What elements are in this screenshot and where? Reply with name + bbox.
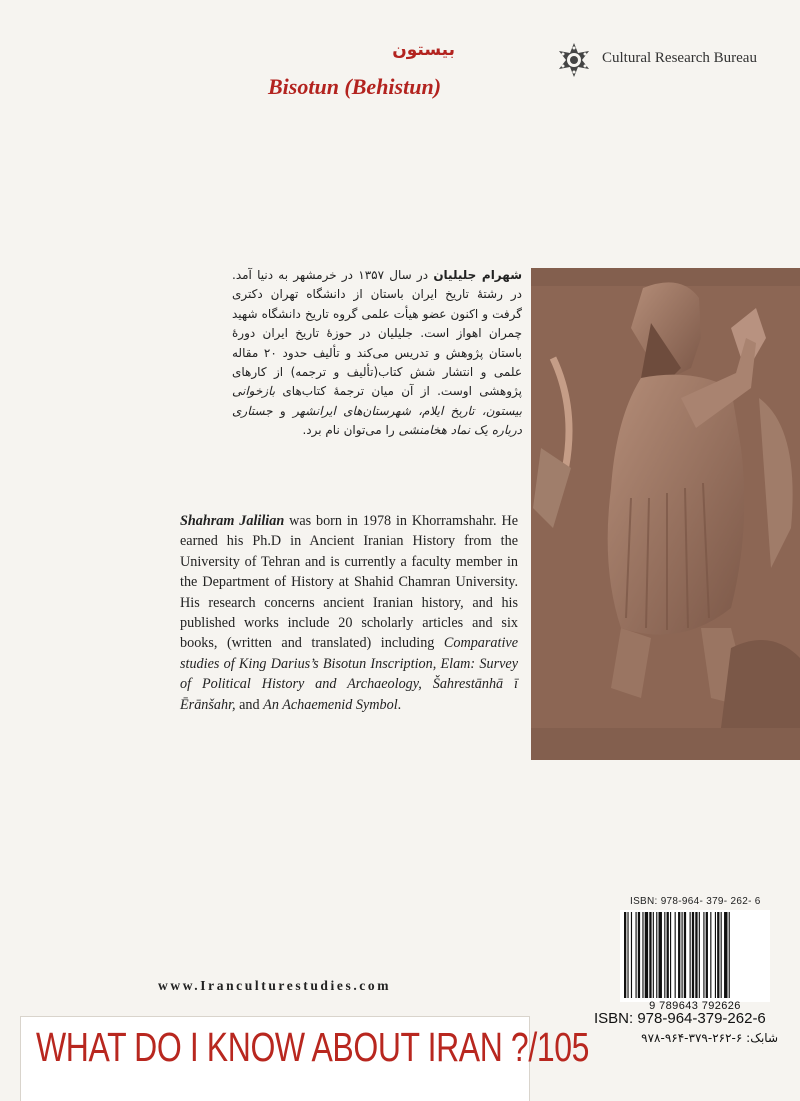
isbn-small-label: ISBN: 978-964- 379- 262- 6 [630, 896, 761, 907]
bio-english-joiner: and [235, 696, 264, 713]
series-title: WHAT DO I KNOW ABOUT IRAN ?/105 [36, 1024, 590, 1070]
author-bio-english [180, 511, 518, 715]
bio-persian-text: در سال ۱۳۵۷ در خرمشهر به دنیا آمد. در رشتهٔ تاریخ ایران باستان از دانشگاه تهران دکتری گرفت و اکنون عضو هیأت علمی گروه تاریخ دانشگاه شهید چمران اهواز است. جلیلیان در حوزهٔ تاریخ ایران دورهٔ باستان پژوهش و تدریس می‌کند و تألیف حدود ۲۰ مقاله علمی و انتشار شش کتاب(تألیف و ترجمه) از کارهای پژوهشی اوست. از آن میان ترجمهٔ کتاب‌های [232, 268, 522, 399]
isbn-label: ISBN: 978-964-379-262-6 [594, 1010, 766, 1027]
publisher-name: Cultural Research Bureau [602, 50, 757, 66]
author-name-english: Shahram Jalilian [180, 513, 285, 529]
bio-english-text: was born in 1978 in Khorramshahr. He earned his Ph.D in Ancient Iranian History from the University of Tehran and is currently a faculty member in the Department of History at Shahid Chamran University. His research concerns ancient Iranian history, and his published works include 20 scholarly articles and six books, (written and translated) including [180, 513, 518, 652]
darius-relief-photo [531, 268, 800, 760]
author-name-persian: شهرام جلیلیان [433, 268, 522, 282]
bio-persian-works-1: بازخوانی بیستون، تاریخ ایلام، شهرستان‌های ایرانشهر [232, 384, 522, 418]
bio-english-works-1: Comparative studies of King Darius’s Bisotun Inscription, Elam: Survey of Political History and Archaeology, Šahrestānhā ī Ērānšahr, [180, 635, 518, 713]
isbn-persian-label: شابک: ۶-۲۶۲-۳۷۹-۹۶۴-۹۷۸ [641, 1031, 778, 1045]
bio-persian-end: را می‌توان نام برد. [302, 423, 399, 438]
website-url: www.Iranculturestudies.com [158, 978, 392, 993]
bio-persian-works-2: جستاری درباره یک نماد هخامنشی [232, 403, 522, 438]
author-bio-persian [232, 266, 522, 441]
title-persian: بیستون [392, 40, 455, 60]
star-ornament-icon [556, 42, 592, 78]
barcode-digits: 9 789643 792626 [649, 1000, 741, 1012]
barcode-image [620, 910, 770, 1002]
bio-english-period: . [397, 696, 402, 713]
bio-persian-joiner: و [272, 403, 294, 418]
title-english: Bisotun (Behistun) [268, 74, 442, 99]
bio-english-works-2: An Achaemenid Symbol [263, 696, 398, 713]
